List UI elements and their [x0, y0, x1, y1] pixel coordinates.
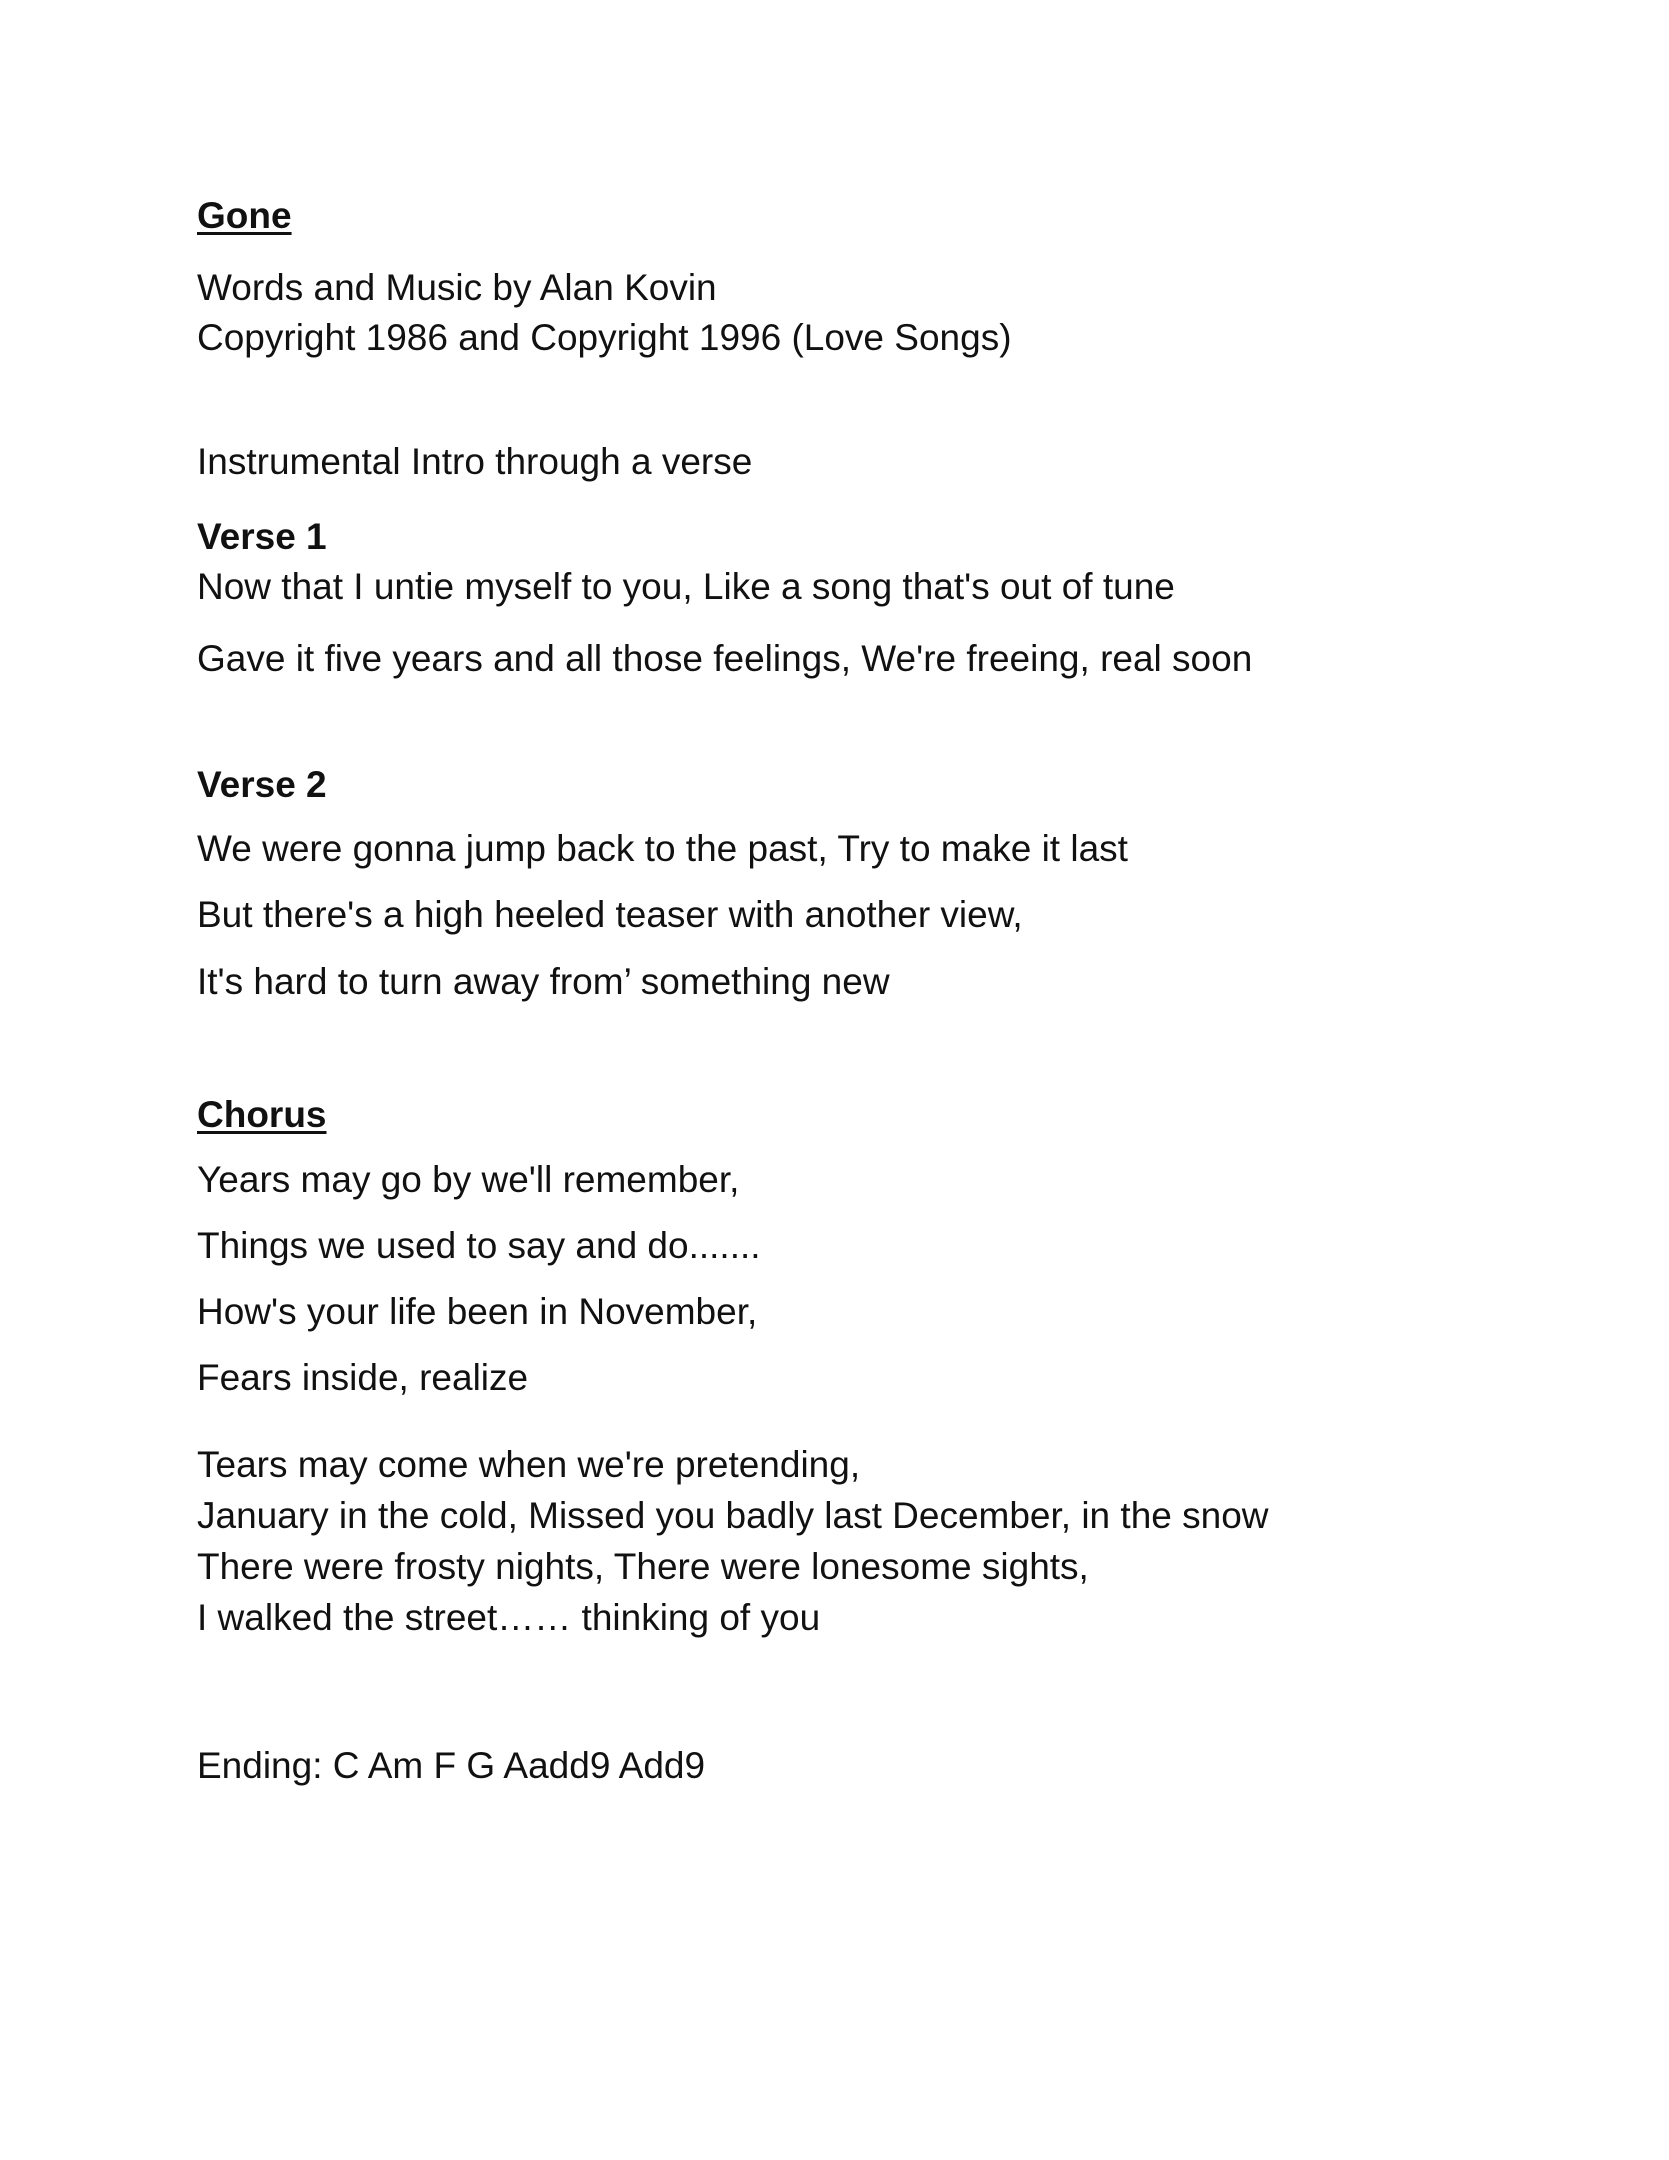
chorus-line: Fears inside, realize: [197, 1357, 529, 1398]
chorus-line: Years may go by we'll remember,: [197, 1159, 740, 1200]
chorus-line: Things we used to say and do.......: [197, 1225, 761, 1266]
verse2-line: It's hard to turn away from’ something new: [197, 961, 890, 1002]
chorus-heading: Chorus: [197, 1094, 327, 1135]
verse2-line: We were gonna jump back to the past, Try to make it last: [197, 828, 1128, 869]
credits-line: Words and Music by Alan Kovin: [197, 267, 717, 308]
bridge-line: January in the cold, Missed you badly last December, in the snow: [197, 1495, 1269, 1536]
ending-chords: Ending: C Am F G Aadd9 Add9: [197, 1745, 706, 1786]
bridge-line: Tears may come when we're pretending,: [197, 1444, 861, 1485]
verse1-line: Now that I untie myself to you, Like a song that's out of tune: [197, 566, 1175, 607]
verse2-line: But there's a high heeled teaser with another view,: [197, 894, 1023, 935]
bridge-line: There were frosty nights, There were lonesome sights,: [197, 1546, 1089, 1587]
intro-note: Instrumental Intro through a verse: [197, 441, 753, 482]
song-title: Gone: [197, 195, 292, 236]
chorus-line: How's your life been in November,: [197, 1291, 758, 1332]
bridge-line: I walked the street…… thinking of you: [197, 1597, 821, 1638]
copyright-line: Copyright 1986 and Copyright 1996 (Love Songs): [197, 317, 1012, 358]
verse1-heading: Verse 1: [197, 516, 327, 557]
verse2-heading: Verse 2: [197, 764, 327, 805]
verse1-line: Gave it five years and all those feelings, We're freeing, real soon: [197, 638, 1253, 679]
